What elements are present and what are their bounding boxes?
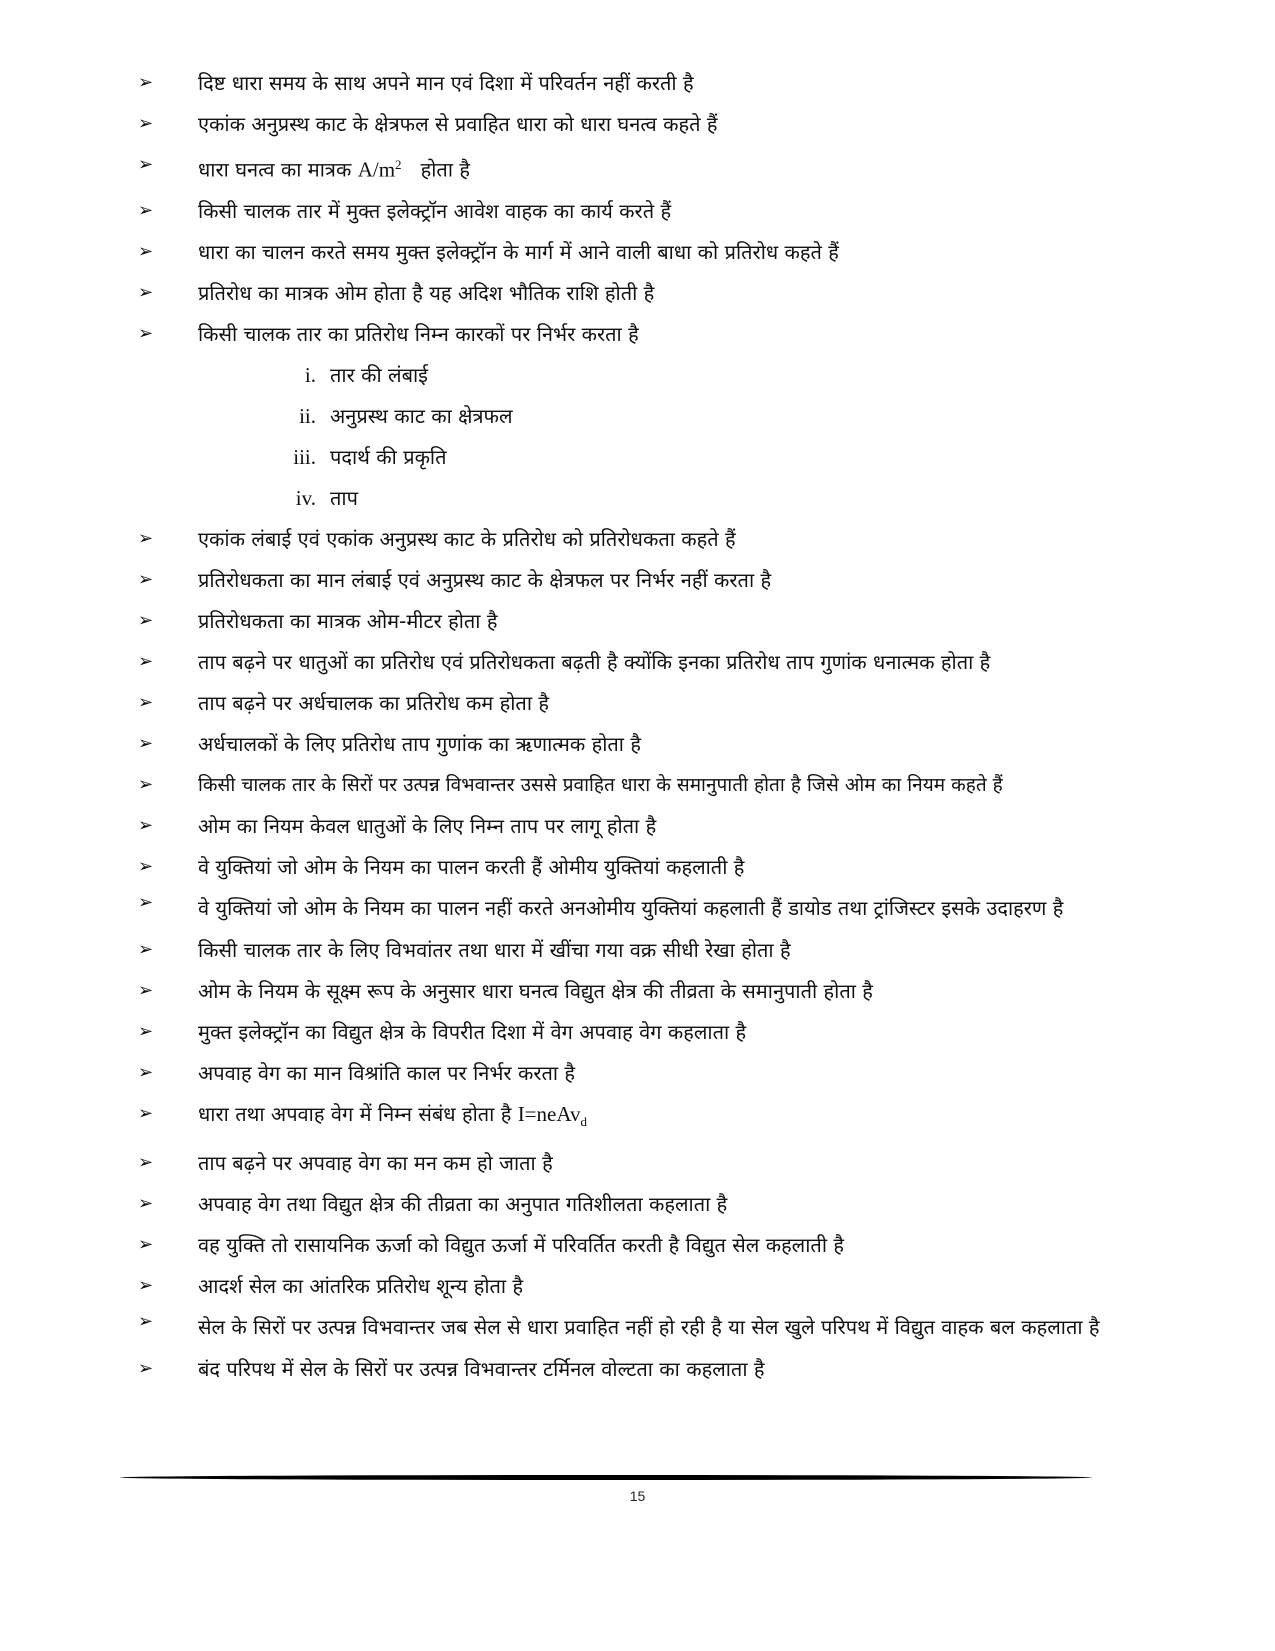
arrow-bullet-icon: ➢ [138,154,154,175]
item-text: प्रतिरोधकता का मान लंबाई एवं अनुप्रस्थ काट के क्षेत्रफल पर निर्भर नहीं करता है [198,567,772,592]
item-text: दिष्ट धारा समय के साथ अपने मान एवं दिशा में परिवर्तन नहीं करती है [198,71,694,95]
item-text: आदर्श सेल का आंतरिक प्रतिरोध शून्य होता है [198,1273,524,1298]
factor-number: iii. [293,444,316,469]
item-text-after: होता है [401,157,470,182]
list-item [138,1271,1138,1301]
arrow-bullet-icon: ➢ [138,281,154,303]
factor-number: iv. [295,485,316,510]
list-item [138,606,1138,636]
item-text: किसी चालक तार के लिए विभवांतर तथा धारा में खींचा गया वक्र सीधी रेखा होता है [198,937,791,962]
arrow-bullet-icon: ➢ [138,1357,154,1379]
arrow-bullet-icon: ➢ [138,1192,154,1214]
list-item [138,647,1138,677]
item-text: बंद परिपथ में सेल के सिरों पर उत्पन्न विभवान्तर टर्मिनल वोल्टता का कहलाता है [198,1356,765,1381]
list-item [138,1017,1138,1047]
list-item [138,852,1138,882]
item-text: वह युक्ति तो रासायनिक ऊर्जा को विद्युत ऊर्जा में परिवर्तित करती है विद्युत सेल कहलाती है [198,1232,844,1257]
list-item [138,68,1138,98]
arrow-bullet-icon: ➢ [138,650,154,672]
list-item [138,1307,1138,1348]
list-item [138,524,1138,554]
arrow-bullet-icon: ➢ [138,609,154,631]
factor-item [138,442,1138,472]
item-text: ओम के नियम के सूक्ष्म रूप के अनुसार धारा घनत्व विद्युत क्षेत्र की तीव्रता के समानुपाती होता है [198,978,873,1003]
item-text: वे युक्तियां जो ओम के नियम का पालन करती हैं ओमीय युक्तियां कहलाती है [198,854,745,879]
list-item [138,1058,1138,1088]
item-text: प्रतिरोधकता का मात्रक ओम-मीटर होता है [198,608,498,633]
item-text: किसी चालक तार के सिरों पर उत्पन्न विभवान्तर उससे प्रवाहित धारा के समानुपाती होता है जिसे ओम का नियम कहते हैं [198,773,1003,796]
item-text: सेल के सिरों पर उत्पन्न विभवान्तर जब सेल से धारा प्रवाहित नहीं हो रही है या सेल खुले परिपथ में विद्युत वाहक बल कहलाता है [198,1314,1100,1339]
arrow-bullet-icon: ➢ [138,979,154,1001]
list-item [138,1148,1138,1178]
factor-number: i. [304,362,316,387]
list-item [138,888,1138,929]
item-text: एकांक अनुप्रस्थ काट के क्षेत्रफल से प्रवाहित धारा को धारा घनत्व कहते हैं [198,112,718,136]
arrow-bullet-icon: ➢ [138,1274,154,1296]
arrow-bullet-icon: ➢ [138,1061,154,1083]
list-item [138,196,1138,226]
notes-content [138,68,1138,1395]
list-item [138,811,1138,841]
page-number: 15 [629,1488,646,1504]
item-text: मुक्त इलेक्ट्रॉन का विद्युत क्षेत्र के विपरीत दिशा में वेग अपवाह वेग कहलाता है [198,1019,747,1044]
item-text: अर्धचालकों के लिए प्रतिरोध ताप गुणांक का ऋणात्मक होता है [198,731,641,756]
arrow-bullet-icon: ➢ [138,527,154,549]
factor-text: ताप [330,485,358,510]
item-text: ताप बढ़ने पर धातुओं का प्रतिरोध एवं प्रतिरोधकता बढ़ती है क्योंकि इनका प्रतिरोध ताप गुणांक धनात्मक होता है [198,649,991,674]
arrow-bullet-icon: ➢ [138,1102,154,1124]
arrow-bullet-icon: ➢ [138,1233,154,1255]
list-item [138,729,1138,759]
item-text: अपवाह वेग तथा विद्युत क्षेत्र की तीव्रता का अनुपात गतिशीलता कहलाता है [198,1191,728,1216]
arrow-bullet-icon: ➢ [138,855,154,877]
factor-item [138,360,1138,390]
formula-text: I=neAv [517,1101,581,1126]
list-item [138,237,1138,267]
item-text [138,1099,1138,1137]
arrow-bullet-icon: ➢ [138,1020,154,1042]
arrow-bullet-icon: ➢ [138,814,154,836]
factor-text: पदार्थ की प्रकृति [330,444,447,469]
arrow-bullet-icon: ➢ [138,240,154,262]
item-text-before: धारा तथा अपवाह वेग में निम्न संबंध होता है [198,1101,518,1126]
arrow-bullet-icon: ➢ [138,72,154,93]
arrow-bullet-icon: ➢ [138,1151,154,1173]
list-item [138,1189,1138,1219]
arrow-bullet-icon: ➢ [138,113,154,134]
unit-text: A/m [357,157,396,182]
factor-text: अनुप्रस्थ काट का क्षेत्रफल [330,403,513,428]
arrow-bullet-icon: ➢ [138,199,154,221]
arrow-bullet-icon: ➢ [138,568,154,590]
item-text: धारा का चालन करते समय मुक्त इलेक्ट्रॉन के मार्ग में आने वाली बाधा को प्रतिरोध कहते हैं [198,239,839,264]
list-item [138,976,1138,1006]
footer-divider [120,1475,1092,1480]
arrow-bullet-icon: ➢ [138,938,154,960]
factor-text: तार की लंबाई [330,362,428,387]
formula-subscript: d [580,1113,587,1129]
item-text-before: धारा घनत्व का मात्रक [198,157,358,182]
item-text: ओम का नियम केवल धातुओं के लिए निम्न ताप पर लागू होता है [198,813,657,838]
item-text: अपवाह वेग का मान विश्रांति काल पर निर्भर करता है [198,1060,576,1085]
list-item [138,109,1138,139]
list-item [138,770,1138,800]
list-item [138,935,1138,965]
unit-superscript: 2 [395,157,402,172]
factor-item [138,401,1138,431]
arrow-bullet-icon: ➢ [138,322,154,344]
list-item [138,278,1138,308]
arrow-bullet-icon: ➢ [138,1310,154,1332]
item-text: किसी चालक तार का प्रतिरोध निम्न कारकों पर निर्भर करता है [198,321,639,346]
list-item [138,565,1138,595]
factor-item [138,483,1138,513]
item-text: किसी चालक तार में मुक्त इलेक्ट्रॉन आवेश वाहक का कार्य करते हैं [198,198,672,223]
list-item [138,1354,1138,1384]
item-text: वे युक्तियां जो ओम के नियम का पालन नहीं करते अनओमीय युक्तियां कहलाती हैं डायोड तथा ट्रांजिस्टर इसके उदाहरण है [198,895,1064,920]
list-item [138,150,1138,185]
item-text: ताप बढ़ने पर अर्धचालक का प्रतिरोध कम होता है [198,690,549,715]
arrow-bullet-icon: ➢ [138,891,154,913]
item-text: प्रतिरोध का मात्रक ओम होता है यह अदिश भौतिक राशि होती है [198,280,655,305]
arrow-bullet-icon: ➢ [138,691,154,713]
arrow-bullet-icon: ➢ [138,773,154,795]
arrow-bullet-icon: ➢ [138,732,154,754]
factor-number: ii. [299,403,316,428]
list-item [138,1230,1138,1260]
item-text: एकांक लंबाई एवं एकांक अनुप्रस्थ काट के प्रतिरोध को प्रतिरोधकता कहते हैं [198,526,736,551]
list-item [138,1099,1138,1137]
item-text [138,150,1138,185]
list-item [138,319,1138,349]
item-text: ताप बढ़ने पर अपवाह वेग का मन कम हो जाता है [198,1150,553,1175]
list-item [138,688,1138,718]
